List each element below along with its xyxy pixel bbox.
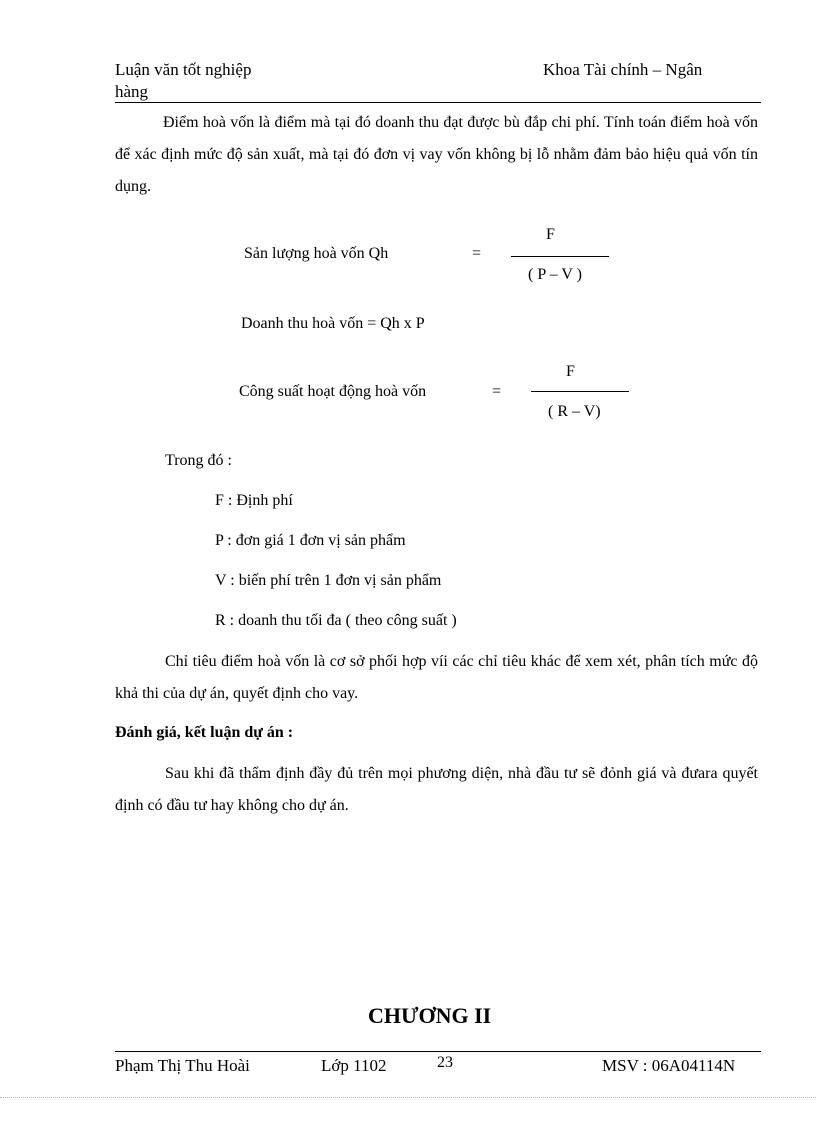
formula1-denominator: ( P – V ) [528, 266, 582, 283]
footer-rule [115, 1051, 761, 1052]
formula3-label: Công suất hoạt động hoà vốn [239, 383, 427, 400]
formula3-equals: = [492, 383, 502, 400]
paragraph-conclusion: Sau khi đã thẩm định đầy đủ trên mọi phương diện, nhà đầu tư sẽ đỏnh giá và đưara quyết định có đầu tư hay không cho dự án. [115, 765, 758, 814]
formula1-numerator: F [546, 226, 555, 243]
definition-item: V : biến phí trên 1 đơn vị sản phẩm [215, 572, 442, 589]
header-right: Khoa Tài chính – Ngân [543, 60, 703, 79]
where-label: Trong đó : [165, 452, 232, 469]
footer-class: Lớp 1102 [321, 1056, 387, 1075]
formula1-label: Sản lượng hoà vốn Qh [244, 245, 389, 262]
formula3-fraction-bar [531, 391, 629, 392]
header-left-line1: Luận văn tốt nghiệp [115, 60, 252, 79]
definition-item: F : Định phí [215, 492, 293, 509]
definition-item: P : đơn giá 1 đơn vị sản phẩm [215, 532, 406, 549]
header-rule [115, 102, 761, 103]
chapter-title: CHƯƠNG II [368, 1003, 492, 1028]
formula2: Doanh thu hoà vốn = Qh x P [241, 315, 425, 332]
header-left-line2: hàng [115, 82, 149, 101]
section-heading: Đánh giá, kết luận dự án : [115, 724, 294, 741]
formula1-fraction-bar [511, 256, 609, 257]
formula1-equals: = [472, 245, 482, 262]
footer-author: Phạm Thị Thu Hoài [115, 1056, 250, 1075]
intro-paragraph: Điểm hoà vốn là điểm mà tại đó doanh thu đạt được bù đắp chi phí. Tính toán điểm hoà vốn để xác định mức độ sản xuất, mà tại đó đơn vị vay vốn không bị lỗ nhằm đảm bảo hiệu quả vốn tín dụng. [115, 114, 758, 195]
formula3-denominator: ( R – V) [548, 403, 601, 420]
definition-item: R : doanh thu tối đa ( theo công suất ) [215, 612, 457, 629]
paragraph-breakeven-note: Chỉ tiêu điểm hoà vốn là cơ sở phối hợp víi các chỉ tiêu khác để xem xét, phân tích mức độ khả thi của dự án, quyết định cho vay. [115, 653, 758, 702]
page-bottom-edge [0, 1097, 816, 1098]
footer-student-id: MSV : 06A04114N [602, 1056, 736, 1075]
formula3-numerator: F [566, 363, 575, 380]
footer-page-number: 23 [437, 1054, 453, 1071]
